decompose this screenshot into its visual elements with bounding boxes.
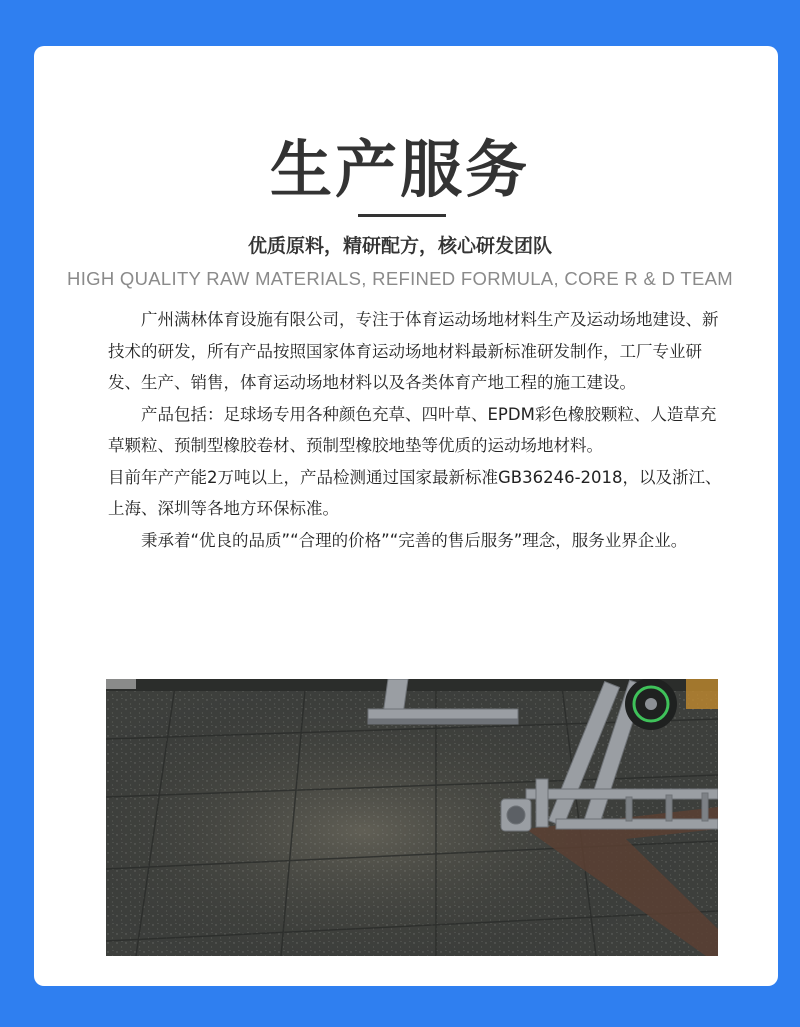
- equipment-yellow: [686, 679, 718, 709]
- page-title: 生产服务: [269, 133, 530, 206]
- title-underline: [358, 214, 446, 217]
- subtitle-english: HIGH QUALITY RAW MATERIALS, REFINED FORMULA, CORE R & D TEAM: [67, 268, 733, 289]
- gym-floor-photo: [106, 679, 718, 956]
- paragraph-products: 产品包括：足球场专用各种颜色充草、四叶草、EPDM彩色橡胶颗粒、人造草充草颗粒、预制型橡胶卷材、预制型橡胶地垫等优质的运动场地材料。: [108, 404, 717, 455]
- company-description: [108, 304, 730, 556]
- paragraph-capacity: 目前年产产能2万吨以上，产品检测通过国家最新标准GB36246-2018，以及浙江、上海、深圳等各地方环保标准。: [108, 467, 722, 518]
- paragraph-company: 广州满林体育设施有限公司，专注于体育运动场地材料生产及运动场地建设、新技术的研发，所有产品按照国家体育运动场地材料最新标准研发制作，工厂专业研发、生产、销售，体育运动场地材料以及各类体育产地工程的施工建设。: [108, 310, 719, 392]
- weight-plate: [625, 679, 677, 730]
- paragraph-philosophy: 秉承着“优良的品质”“合理的价格”“完善的售后服务”理念，服务业界企业。: [141, 530, 688, 550]
- subtitle-chinese: 优质原料，精研配方，核心研发团队: [247, 235, 552, 257]
